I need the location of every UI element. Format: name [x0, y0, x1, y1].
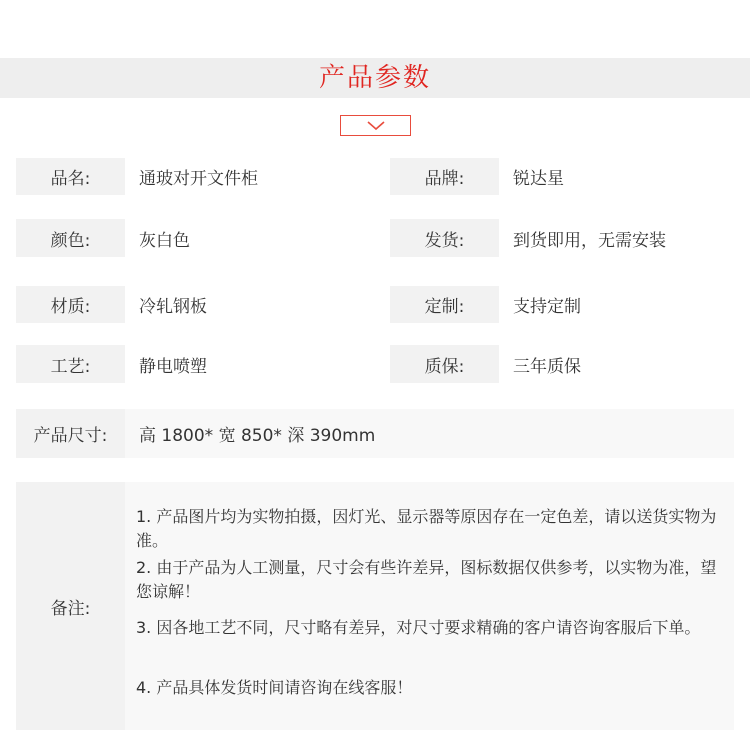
spec-label: 颜色: [16, 219, 125, 257]
notes-label: 备注: [16, 482, 125, 730]
expand-toggle[interactable] [340, 115, 411, 136]
spec-label: 品名: [16, 158, 125, 195]
spec-value: 冷轧钢板 [125, 286, 390, 323]
section-header [0, 58, 750, 98]
spec-label: 发货: [390, 219, 499, 257]
size-label: 产品尺寸: [16, 409, 125, 458]
spec-label: 定制: [390, 286, 499, 323]
spec-row [16, 286, 734, 323]
spec-value: 锐达星 [499, 158, 734, 195]
spec-value: 灰白色 [125, 219, 390, 257]
size-row [16, 409, 734, 458]
spec-value: 通玻对开文件柜 [125, 158, 390, 195]
section-title: 产品参数 [318, 63, 431, 93]
spec-row [16, 219, 734, 257]
note-item: 1. 产品图片均为实物拍摄，因灯光、显示器等原因存在一定色差，请以送货实物为准。 [136, 507, 717, 550]
size-value: 高 1800* 宽 850* 深 390mm [125, 409, 734, 458]
spec-label: 品牌: [390, 158, 499, 195]
note-item: 3. 因各地工艺不同，尺寸略有差异，对尺寸要求精确的客户请咨询客服后下单。 [136, 618, 701, 637]
spec-value: 支持定制 [499, 286, 734, 323]
spec-value: 到货即用，无需安装 [499, 219, 734, 257]
spec-value: 静电喷塑 [125, 345, 390, 383]
spec-label: 材质: [16, 286, 125, 323]
spec-label: 质保: [390, 345, 499, 383]
chevron-down-icon [366, 121, 386, 131]
note-item: 4. 产品具体发货时间请咨询在线客服！ [136, 678, 413, 697]
notes-content [125, 482, 734, 730]
spec-row [16, 345, 734, 383]
note-item: 2. 由于产品为人工测量，尺寸会有些许差异，图标数据仅供参考，以实物为准，望您谅解！ [136, 558, 717, 601]
spec-label: 工艺: [16, 345, 125, 383]
spec-row [16, 158, 734, 195]
notes-row [16, 482, 734, 730]
spec-value: 三年质保 [499, 345, 734, 383]
